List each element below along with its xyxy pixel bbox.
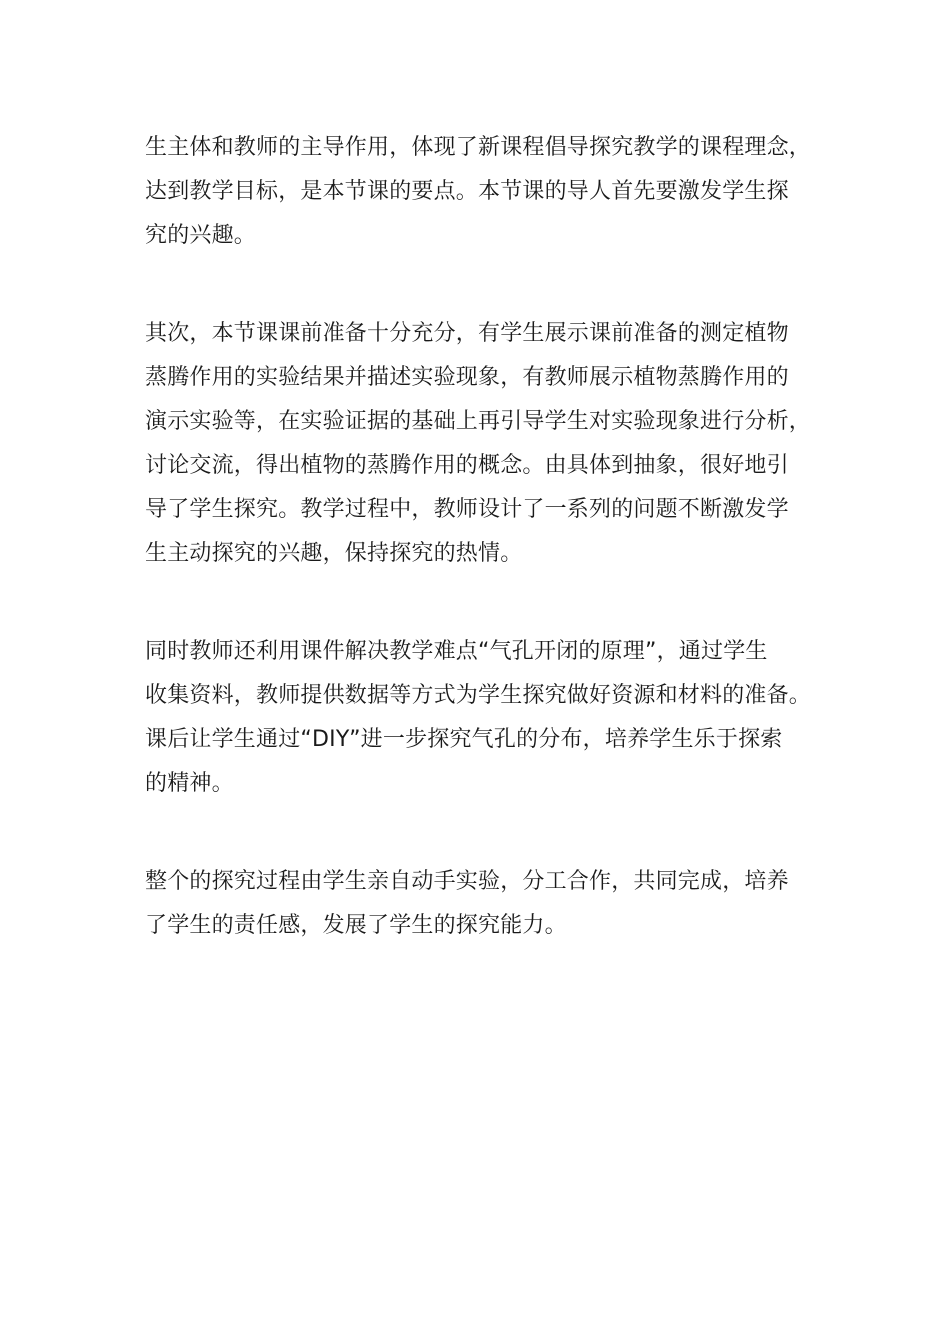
paragraph-spacer [145, 806, 835, 860]
text-line: 演示实验等，在实验证据的基础上再引导学生对实验现象进行分析， [145, 409, 812, 434]
text-line: 讨论交流，得出植物的蒸腾作用的概念。由具体到抽象，很好地引 [145, 453, 789, 478]
text-line: 导了学生探究。教学过程中，教师设计了一系列的问题不断激发学 [145, 497, 789, 522]
paragraph-3 [145, 630, 835, 806]
paragraph-2 [145, 312, 835, 576]
text-line: 的精神。 [145, 771, 234, 796]
paragraph-1 [145, 126, 835, 258]
document-body [145, 126, 835, 948]
text-line: 整个的探究过程由学生亲自动手实验，分工合作，共同完成，培养 [145, 869, 789, 894]
text-line: 蒸腾作用的实验结果并描述实验现象，有教师展示植物蒸腾作用的 [145, 365, 789, 390]
paragraph-4 [145, 860, 835, 948]
text-line: 了学生的责任感，发展了学生的探究能力。 [145, 913, 567, 938]
paragraph-spacer [145, 258, 835, 312]
text-line: 同时教师还利用课件解决教学难点“气孔开闭的原理”，通过学生 [145, 639, 768, 664]
text-line: 达到教学目标，是本节课的要点。本节课的导人首先要激发学生探 [145, 179, 789, 204]
paragraph-spacer [145, 576, 835, 630]
text-line: 生主动探究的兴趣，保持探究的热情。 [145, 541, 523, 566]
text-line: 课后让学生通过“DIY”进一步探究气孔的分布，培养学生乐于探索 [145, 727, 783, 752]
text-line: 究的兴趣。 [145, 223, 257, 248]
text-line: 生主体和教师的主导作用，体现了新课程倡导探究教学的课程理念， [145, 135, 812, 160]
text-line: 其次，本节课课前准备十分充分，有学生展示课前准备的测定植物 [145, 321, 789, 346]
text-line: 收集资料，教师提供数据等方式为学生探究做好资源和材料的准备。 [145, 683, 812, 708]
